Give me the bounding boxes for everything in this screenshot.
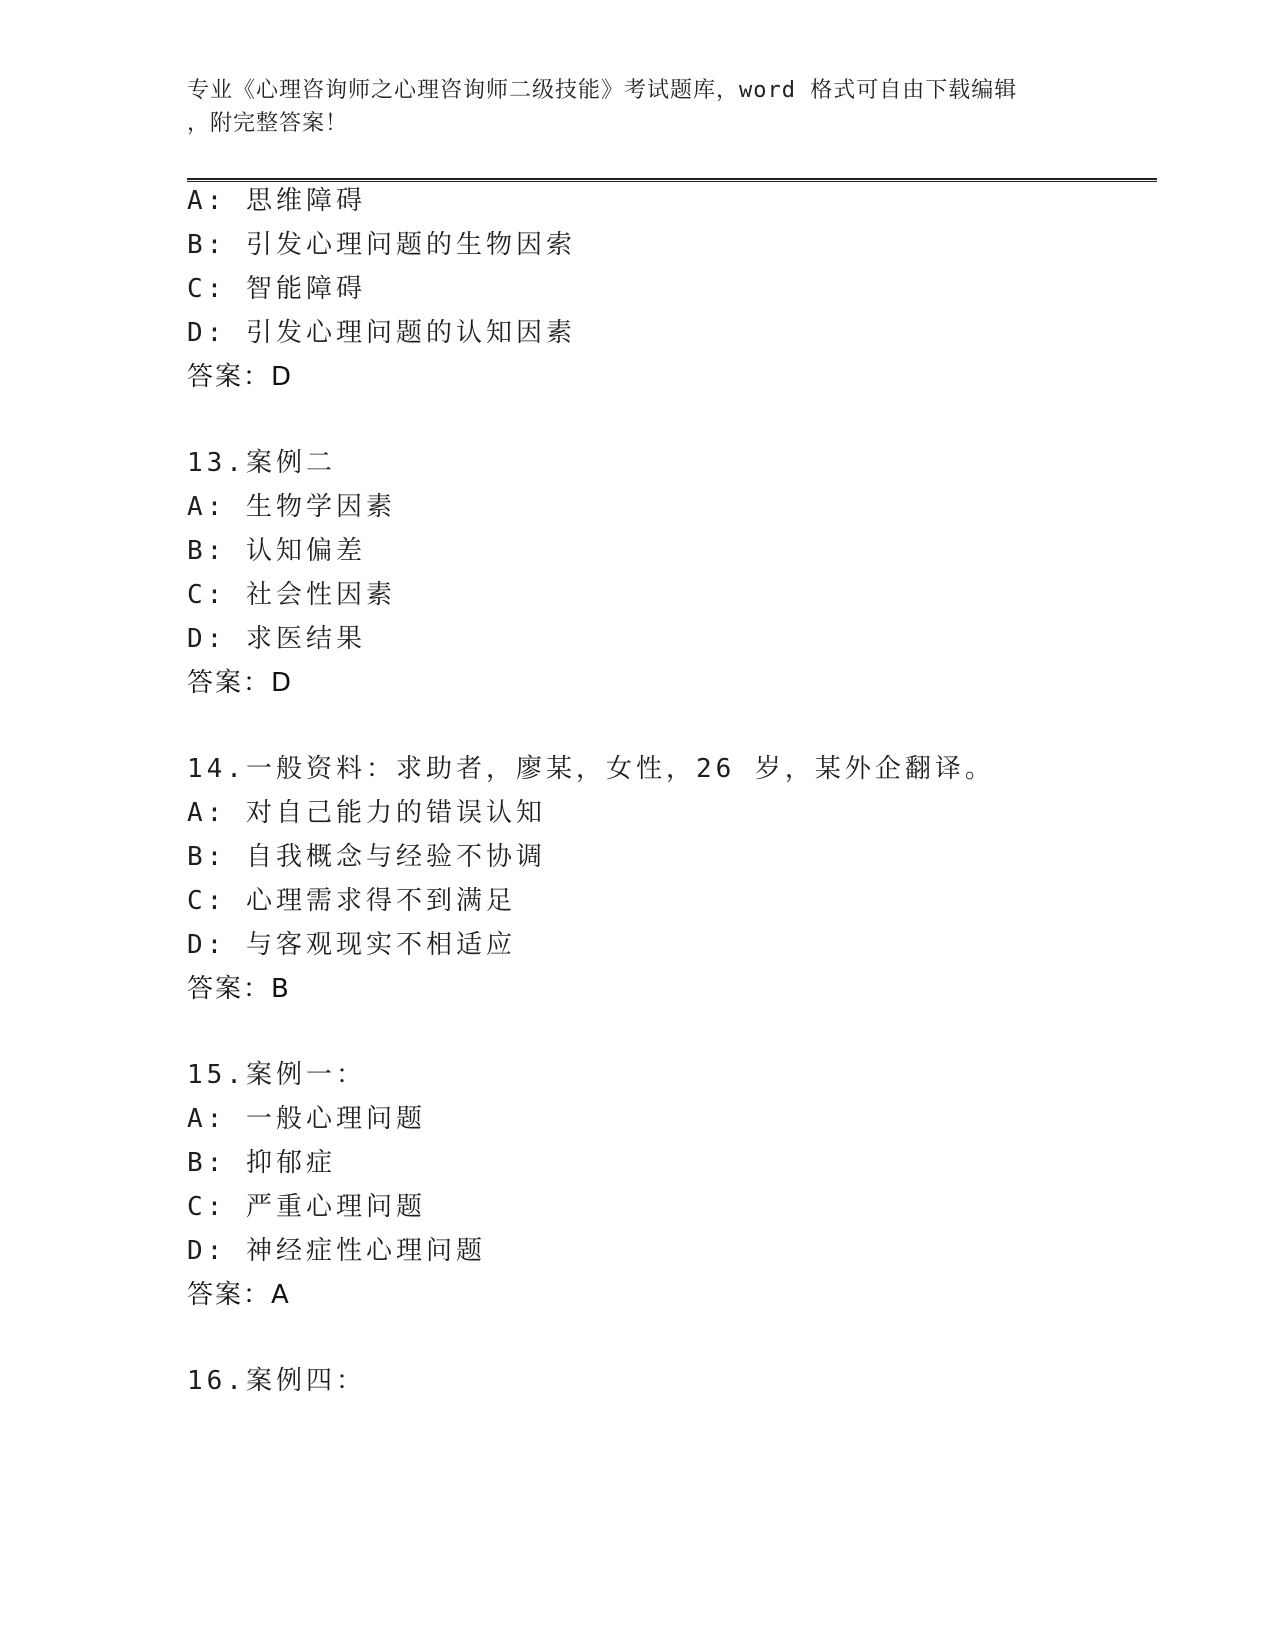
option-d: D: 引发心理问题的认知因素 <box>187 318 576 348</box>
answer: 答案：B <box>187 974 291 1004</box>
option-a: A: 一般心理问题 <box>187 1104 426 1134</box>
answer: 答案：D <box>187 668 294 698</box>
option-b: B: 引发心理问题的生物因索 <box>187 230 576 260</box>
option-c: C: 严重心理问题 <box>187 1192 426 1222</box>
header-line-2: ，附完整答案！ <box>187 111 349 136</box>
option-a: A: 对自己能力的错误认知 <box>187 798 546 828</box>
option-a: A: 思维障碍 <box>187 186 366 216</box>
option-d: D: 与客观现实不相适应 <box>187 930 516 960</box>
question-stem: 15.案例一： <box>187 1060 366 1090</box>
question-stem: 16.案例四： <box>187 1366 366 1396</box>
option-b: B: 自我概念与经验不协调 <box>187 842 546 872</box>
option-c: C: 心理需求得不到满足 <box>187 886 516 916</box>
option-c: C: 社会性因素 <box>187 580 396 610</box>
option-b: B: 认知偏差 <box>187 536 366 566</box>
question-stem: 14.一般资料：求助者，廖某，女性，26 岁，某外企翻译。 <box>187 754 995 784</box>
answer: 答案：D <box>187 362 294 392</box>
option-b: B: 抑郁症 <box>187 1148 336 1178</box>
option-d: D: 神经症性心理问题 <box>187 1236 486 1266</box>
option-d: D: 求医结果 <box>187 624 366 654</box>
question-stem: 13.案例二 <box>187 448 336 478</box>
header-divider <box>187 178 1157 182</box>
answer: 答案：A <box>187 1280 291 1310</box>
option-c: C: 智能障碍 <box>187 274 366 304</box>
document-header <box>187 74 1067 140</box>
option-a: A: 生物学因素 <box>187 492 396 522</box>
header-line-1: 专业《心理咨询师之心理咨询师二级技能》考试题库，word 格式可自由下载编辑 <box>187 78 1018 103</box>
